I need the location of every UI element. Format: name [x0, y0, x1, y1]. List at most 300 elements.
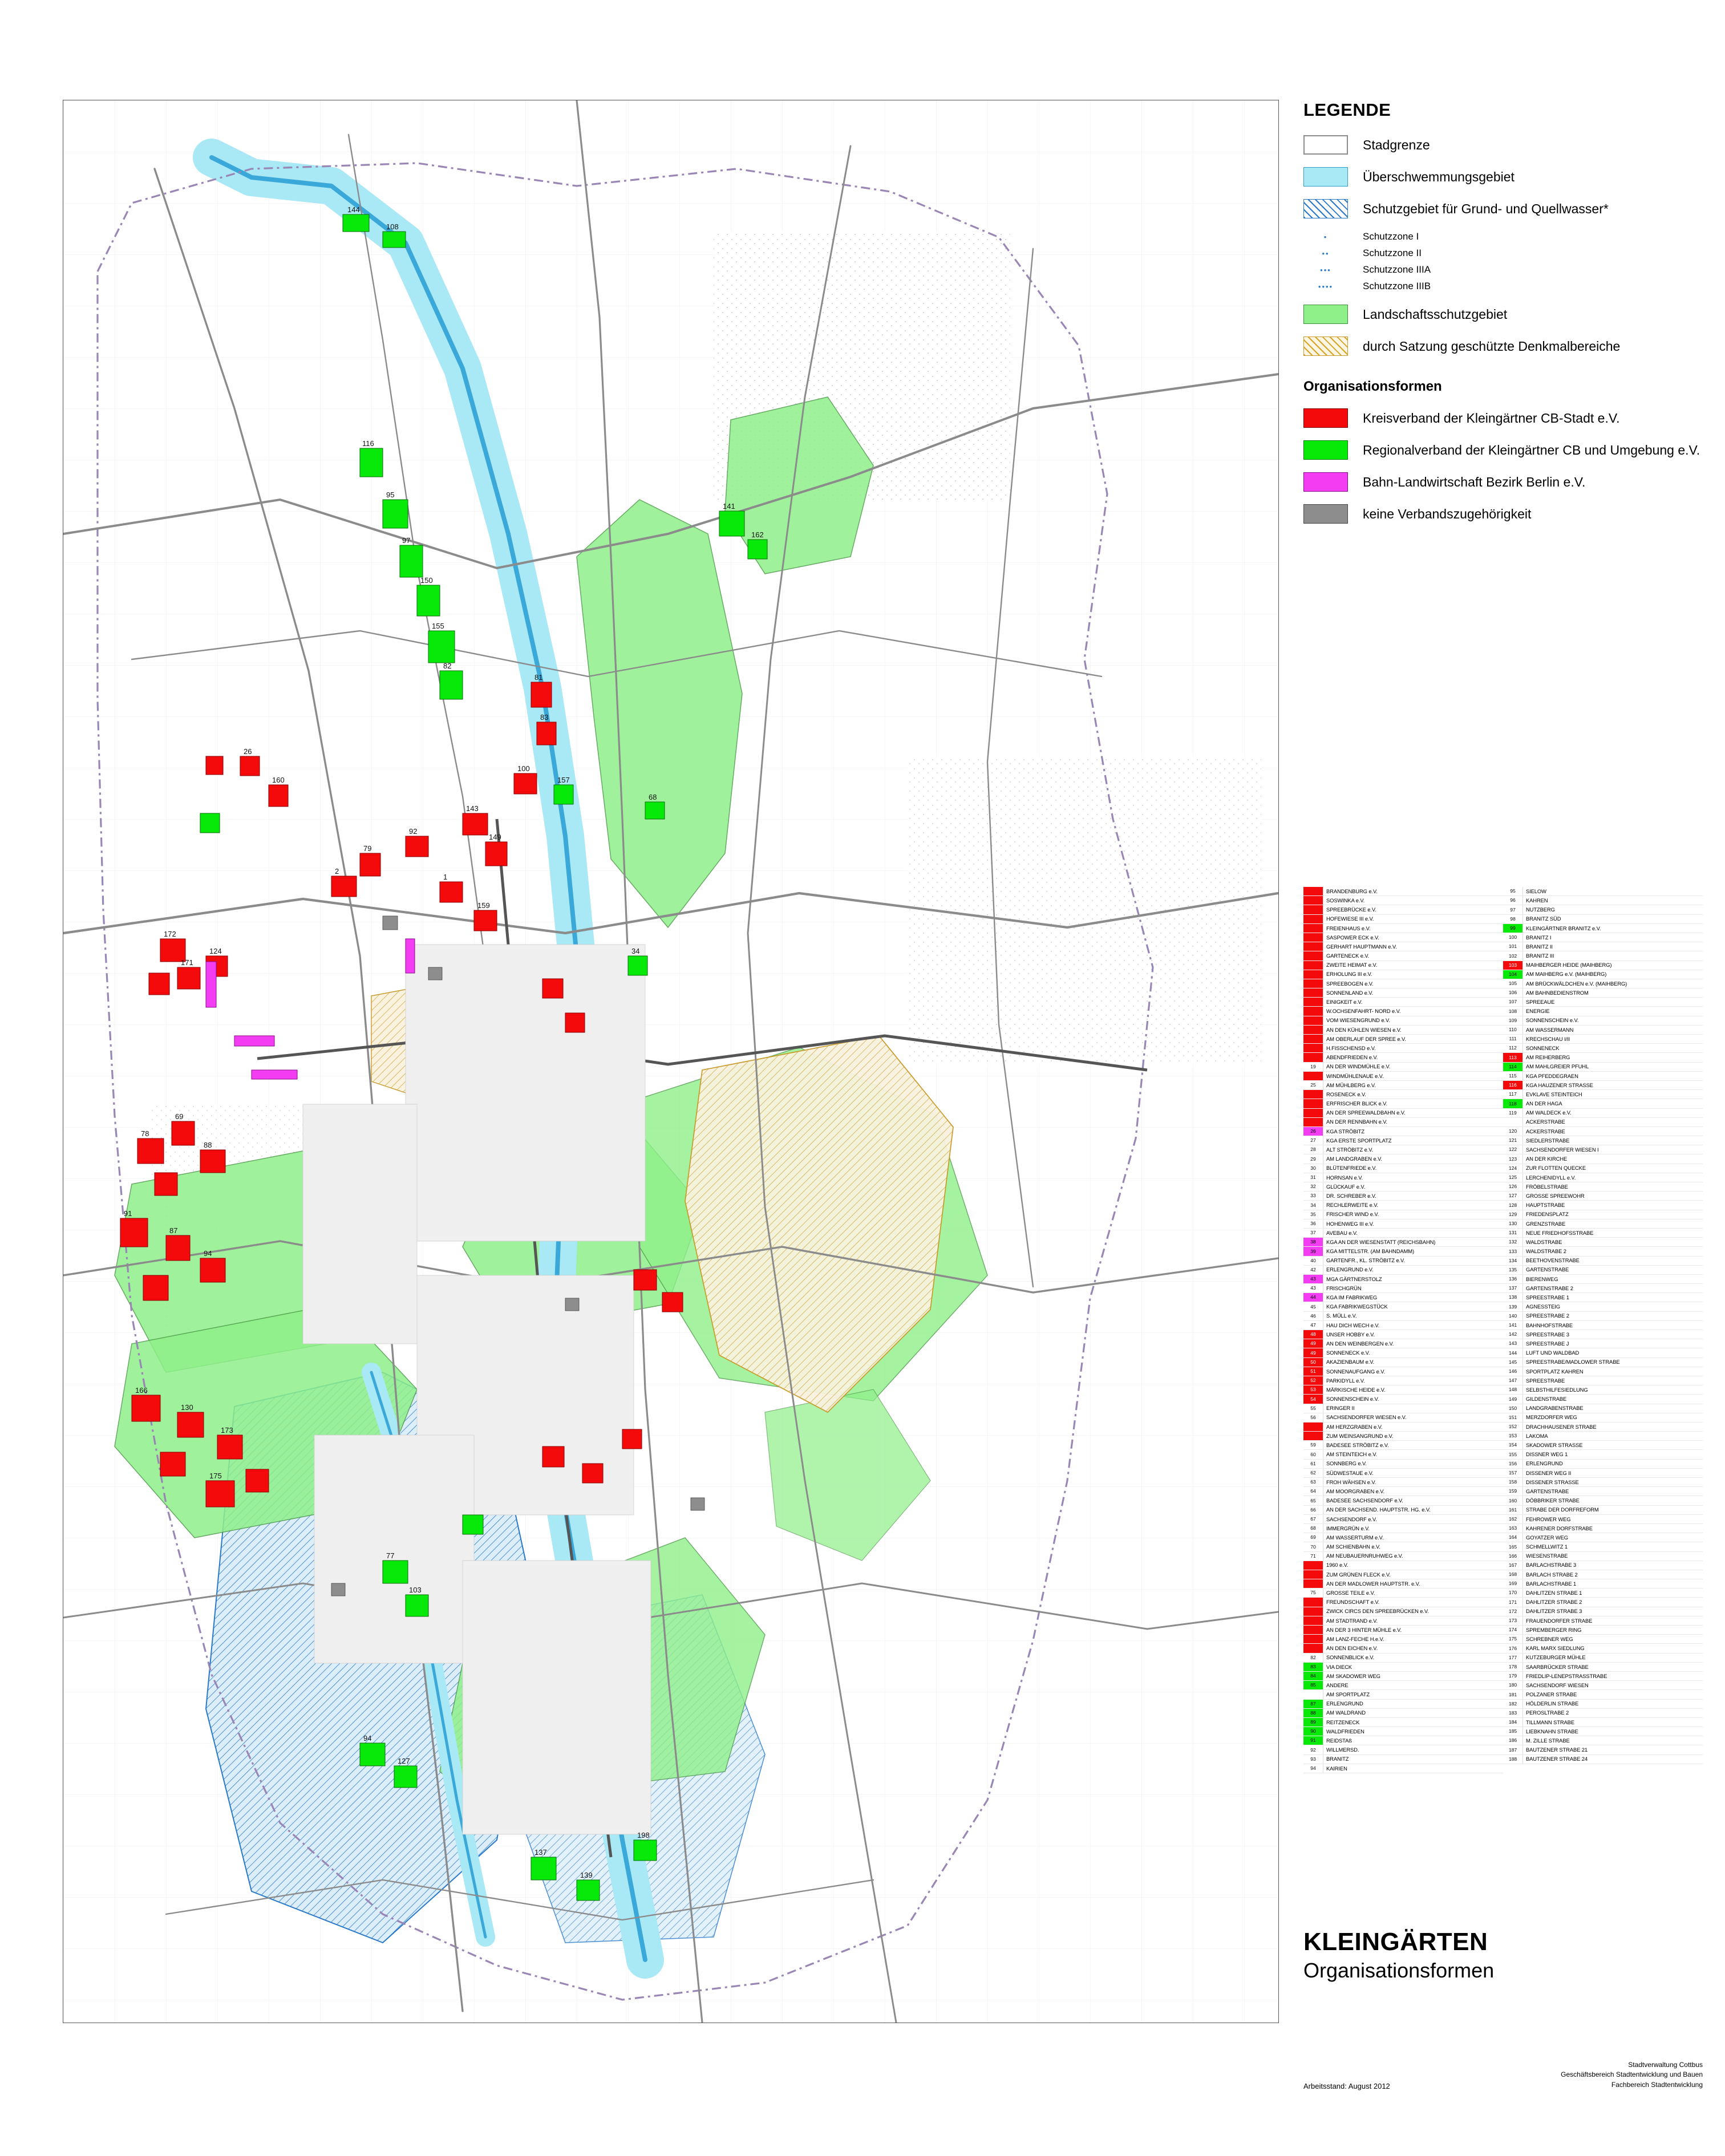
table-row-number: 129 — [1503, 1210, 1523, 1219]
table-row-number: 32 — [1303, 1182, 1323, 1191]
table-row-name: ERLENGRUND — [1526, 1460, 1563, 1467]
table-row — [1303, 1321, 1503, 1330]
table-row — [1503, 933, 1703, 942]
table-row-name: AN DER HAGA — [1526, 1100, 1562, 1107]
table-row-number: 52 — [1303, 1376, 1323, 1385]
svg-text:83: 83 — [540, 713, 549, 722]
table-row-name: FRISCHER WIND e.V. — [1326, 1211, 1379, 1218]
table-row-number — [1303, 924, 1323, 933]
table-row-name: FROH WÄHSEN e.V. — [1326, 1478, 1376, 1485]
table-row — [1503, 1736, 1703, 1745]
table-row — [1303, 1109, 1503, 1118]
table-row-number: 138 — [1503, 1293, 1523, 1302]
imprint-line-1: Stadtverwaltung Cottbus — [1628, 2061, 1703, 2069]
table-row-number: 82 — [1303, 1654, 1323, 1662]
table-row-name: ACKERSTRABE — [1526, 1118, 1565, 1125]
table-row — [1503, 1257, 1703, 1266]
table-row-name: AN DEN KÜHLEN WIESEN e.V. — [1326, 1026, 1402, 1033]
table-row-number: 50 — [1303, 1358, 1323, 1367]
table-row — [1503, 1035, 1703, 1044]
ueberschwemmungsgebiet-label: Überschwemmungsgebiet — [1363, 169, 1515, 184]
table-row — [1503, 1395, 1703, 1404]
table-row — [1503, 1552, 1703, 1561]
table-row-name: SPREESTRABE 2 — [1526, 1312, 1569, 1319]
table-row-name: EINIGKEIT e.V. — [1326, 999, 1363, 1006]
table-row-name: LANDGRABENSTRABE — [1526, 1405, 1584, 1412]
table-row — [1503, 1450, 1703, 1459]
table-row-name: AM REIHERBERG — [1526, 1054, 1570, 1061]
svg-text:88: 88 — [204, 1141, 212, 1149]
table-row-number — [1303, 1016, 1323, 1025]
table-row — [1503, 1644, 1703, 1653]
table-row-number: 99 — [1503, 924, 1523, 933]
table-row — [1503, 1570, 1703, 1579]
table-row-number: 70 — [1303, 1542, 1323, 1551]
table-row — [1503, 1533, 1703, 1542]
table-row-number: 44 — [1303, 1293, 1323, 1302]
table-row-name: SPREESTRABE/MADLOWER STRABE — [1526, 1359, 1620, 1365]
table-row — [1303, 1257, 1503, 1266]
table-row-number: 114 — [1503, 1063, 1523, 1071]
table-row-number — [1303, 1099, 1323, 1108]
table-row-name: BRANITZ II — [1526, 943, 1553, 950]
svg-text:172: 172 — [164, 930, 176, 938]
table-row — [1303, 1367, 1503, 1376]
table-row-number: 65 — [1303, 1496, 1323, 1505]
table-row — [1503, 1709, 1703, 1718]
svg-text:68: 68 — [649, 793, 657, 801]
table-row — [1503, 1376, 1703, 1385]
table-row-name: BEETHOVENSTRABE — [1526, 1257, 1580, 1264]
table-row-name: ALT STRÖBITZ e.V. — [1326, 1146, 1374, 1153]
svg-text:149: 149 — [489, 833, 501, 841]
table-row — [1503, 1284, 1703, 1293]
schutzzone-1-label: Schutzzone I — [1363, 231, 1419, 242]
table-row-name: ERLENGRUND — [1326, 1700, 1363, 1707]
svg-text:26: 26 — [244, 747, 252, 756]
table-row-number: 186 — [1503, 1736, 1523, 1745]
table-row-number: 110 — [1503, 1026, 1523, 1034]
table-row-number: 128 — [1503, 1201, 1523, 1209]
table-row-name: SONNENBLICK e.V. — [1326, 1654, 1375, 1661]
table-row-name: HORNSAN e.V. — [1326, 1174, 1363, 1181]
table-row-number: 34 — [1303, 1201, 1323, 1209]
table-row-name: WALDFRIEDEN — [1326, 1728, 1364, 1734]
table-row — [1503, 1136, 1703, 1145]
table-row-name: GROSSE SPREEWOHR — [1526, 1192, 1585, 1199]
table-row — [1303, 1570, 1503, 1579]
table-row-number — [1303, 1044, 1323, 1052]
table-row — [1503, 1423, 1703, 1432]
table-row — [1503, 1238, 1703, 1247]
table-row-name: VIA DIECK — [1326, 1663, 1352, 1670]
table-row-number — [1303, 1626, 1323, 1634]
table-row-number: 122 — [1503, 1145, 1523, 1154]
table-row-name: SONNENECK e.V. — [1326, 1349, 1370, 1356]
table-row — [1503, 1109, 1703, 1118]
table-row-name: BAUTZENER STRABE 24 — [1526, 1756, 1588, 1762]
svg-text:94: 94 — [363, 1734, 372, 1742]
table-row-number: 101 — [1503, 942, 1523, 951]
table-row — [1303, 1229, 1503, 1238]
table-row — [1503, 1044, 1703, 1053]
table-row-name: NUTZBERG — [1526, 906, 1555, 913]
table-row-name: KGA AN DER WIESENSTATT (REICHSBAHN) — [1326, 1238, 1436, 1245]
table-row-name: SPREESTRABE J — [1526, 1340, 1569, 1347]
table-row-number: 156 — [1503, 1460, 1523, 1468]
table-row-name: WIESENSTRABE — [1526, 1553, 1568, 1559]
table-row-number: 111 — [1503, 1035, 1523, 1043]
table-row-name: ERHOLUNG III e.V. — [1326, 971, 1372, 978]
table-row-number: 25 — [1303, 1081, 1323, 1089]
legend-item-kreisverband — [1303, 408, 1703, 428]
keine-zugehoerigkeit-swatch — [1303, 504, 1348, 524]
table-row — [1303, 1145, 1503, 1154]
denkmalbereiche-label: durch Satzung geschützte Denkmalbereiche — [1363, 338, 1621, 354]
table-row-number: 162 — [1503, 1515, 1523, 1523]
table-row — [1503, 1330, 1703, 1339]
table-row-number: 94 — [1303, 1764, 1323, 1773]
table-row-name: FREIENHAUS e.V. — [1326, 925, 1371, 931]
table-row-number — [1303, 915, 1323, 923]
table-row-number: 161 — [1503, 1506, 1523, 1514]
legend-item-ueberschwemmungsgebiet — [1303, 167, 1703, 187]
table-row-number — [1303, 998, 1323, 1006]
table-row-name: AM WASSERMANN — [1526, 1026, 1574, 1033]
table-row-name: POLZANER STRABE — [1526, 1691, 1577, 1698]
table-row — [1503, 1182, 1703, 1192]
table-row-number: 130 — [1503, 1219, 1523, 1228]
table-row-number: 152 — [1503, 1423, 1523, 1431]
stadtgrenze-label: Stadgrenze — [1363, 137, 1430, 152]
table-row-name: DISSENER WEG II — [1526, 1469, 1572, 1476]
table-row — [1303, 1090, 1503, 1099]
table-row-name: AN DER SACHSEND. HAUPTSTR. HG. e.V. — [1326, 1506, 1431, 1513]
kreisverband-label: Kreisverband der Kleingärtner CB-Stadt e.V. — [1363, 410, 1620, 425]
table-row — [1303, 942, 1503, 951]
table-row-name: SPREEBOGEN e.V. — [1326, 980, 1374, 987]
table-row — [1503, 1266, 1703, 1275]
table-row-number: 54 — [1303, 1395, 1323, 1403]
svg-text:141: 141 — [723, 502, 735, 510]
svg-text:166: 166 — [135, 1386, 148, 1395]
table-row-number: 123 — [1503, 1154, 1523, 1163]
schutzzone-3b-dots: •••• — [1318, 282, 1334, 291]
table-row — [1503, 1358, 1703, 1367]
table-row-number: 176 — [1503, 1644, 1523, 1652]
table-row-name: BARLACH STRABE 2 — [1526, 1571, 1578, 1578]
table-row-number: 69 — [1303, 1533, 1323, 1542]
svg-text:155: 155 — [432, 622, 444, 630]
table-row-name: AM HERZGRABEN e.V. — [1326, 1423, 1383, 1430]
table-row-number: 150 — [1503, 1404, 1523, 1413]
table-row — [1503, 1090, 1703, 1099]
table-row-number — [1303, 1007, 1323, 1015]
regionalverband-swatch — [1303, 440, 1348, 460]
table-row-number: 90 — [1303, 1727, 1323, 1736]
table-row-name: HOFEWIESE III e.V. — [1326, 915, 1374, 922]
table-row — [1303, 1644, 1503, 1653]
table-row — [1303, 1588, 1503, 1598]
table-row — [1303, 1700, 1503, 1709]
table-row-name: GROSSE TEILE e.V. — [1326, 1590, 1375, 1596]
table-row-name: AKAZIENBAUM e.V. — [1326, 1359, 1375, 1365]
table-row-name: ZUR FLOTTEN QUECKE — [1526, 1165, 1586, 1172]
table-row — [1503, 1210, 1703, 1219]
table-row-number: 184 — [1503, 1718, 1523, 1727]
table-row — [1303, 1302, 1503, 1311]
table-row-number — [1303, 933, 1323, 942]
table-row-number: 109 — [1503, 1016, 1523, 1025]
table-row — [1503, 979, 1703, 988]
table-row — [1303, 1238, 1503, 1247]
table-row — [1503, 1487, 1703, 1496]
table-row — [1303, 1672, 1503, 1681]
table-row — [1503, 1201, 1703, 1210]
table-row-name: SPREEAUE — [1526, 999, 1555, 1006]
table-row-number — [1303, 1690, 1323, 1699]
table-row — [1503, 1718, 1703, 1727]
table-row-number — [1303, 896, 1323, 905]
title-block — [1303, 1928, 1703, 1983]
svg-text:116: 116 — [362, 439, 374, 448]
table-row-number: 68 — [1303, 1524, 1323, 1533]
svg-text:82: 82 — [443, 662, 452, 670]
table-row-number: 63 — [1303, 1478, 1323, 1486]
table-row — [1503, 1654, 1703, 1663]
table-row-name: BLÜTENFRIEDE e.V. — [1326, 1165, 1377, 1172]
table-row-name: MÄRKISCHE HEIDE e.V. — [1326, 1386, 1386, 1393]
table-row-name: ACKERSTRABE — [1526, 1128, 1565, 1134]
table-row — [1503, 1164, 1703, 1173]
svg-text:103: 103 — [409, 1586, 422, 1594]
table-row-number: 147 — [1503, 1376, 1523, 1385]
organisationsformen-heading: Organisationsformen — [1303, 379, 1442, 394]
table-row-number: 187 — [1503, 1745, 1523, 1754]
table-row-number: 188 — [1503, 1755, 1523, 1764]
legend-item-denkmalbereiche — [1303, 337, 1703, 356]
table-row-name: BARLACHSTRABE 3 — [1526, 1562, 1577, 1569]
table-row-number: 43 — [1303, 1284, 1323, 1292]
table-row-number: 102 — [1503, 951, 1523, 960]
table-row — [1303, 1026, 1503, 1035]
table-row-name: STRABE DER DORFREFORM — [1526, 1506, 1599, 1513]
table-row-number: 113 — [1503, 1053, 1523, 1061]
table-row — [1303, 1247, 1503, 1256]
table-row — [1503, 887, 1703, 896]
table-row-number: 43 — [1303, 1275, 1323, 1283]
table-row-name: AM BRÜCKWÄLDCHEN e.V. (MAIHBERG) — [1526, 980, 1627, 987]
table-row-number: 146 — [1503, 1367, 1523, 1376]
table-row — [1503, 1561, 1703, 1570]
table-row-number: 56 — [1303, 1413, 1323, 1422]
table-row — [1303, 1727, 1503, 1736]
table-row-name: AM SCHIENBAHN e.V. — [1326, 1543, 1380, 1550]
table-row-number: 97 — [1503, 905, 1523, 914]
table-row-number — [1503, 1118, 1523, 1126]
table-row-number: 151 — [1503, 1413, 1523, 1422]
schutzzone-3b — [1303, 281, 1703, 292]
table-row — [1303, 1764, 1503, 1773]
table-row — [1303, 1487, 1503, 1496]
imprint-line-2: Geschäftsbereich Stadtentwicklung und Bauen — [1561, 2070, 1703, 2079]
table-row — [1303, 1450, 1503, 1459]
table-row — [1303, 887, 1503, 896]
table-row-number: 93 — [1303, 1755, 1323, 1764]
table-row-number: 37 — [1303, 1229, 1323, 1237]
table-row — [1503, 1099, 1703, 1108]
table-row-number: 131 — [1503, 1229, 1523, 1237]
table-row — [1503, 1607, 1703, 1616]
table-row — [1303, 1275, 1503, 1284]
table-row — [1303, 1395, 1503, 1404]
schutzgebiet-label: Schutzgebiet für Grund- und Quellwasser* — [1363, 201, 1609, 216]
table-row-number: 170 — [1503, 1588, 1523, 1597]
table-row-name: LUFT UND WALDBAD — [1526, 1349, 1580, 1356]
legend-item-landschaftsschutzgebiet — [1303, 305, 1703, 324]
table-row — [1303, 1663, 1503, 1672]
svg-text:69: 69 — [175, 1112, 184, 1121]
table-row-number: 154 — [1503, 1441, 1523, 1449]
table-row-number: 39 — [1303, 1247, 1323, 1255]
svg-text:162: 162 — [751, 530, 764, 539]
keine-zugehoerigkeit-label: keine Verbandszugehörigkeit — [1363, 506, 1532, 521]
table-row-name: SPREESTRABE — [1526, 1377, 1565, 1384]
table-row — [1503, 1681, 1703, 1690]
table-row-number: 134 — [1503, 1257, 1523, 1265]
table-row-number: 153 — [1503, 1432, 1523, 1440]
table-row-number: 127 — [1503, 1192, 1523, 1200]
table-row — [1303, 1284, 1503, 1293]
table-row-number: 124 — [1503, 1164, 1523, 1173]
table-row-number: 87 — [1303, 1700, 1323, 1708]
table-row — [1303, 1469, 1503, 1478]
table-row — [1503, 988, 1703, 998]
table-row-number: 33 — [1303, 1192, 1323, 1200]
table-row — [1503, 1460, 1703, 1469]
table-row-number: 143 — [1503, 1339, 1523, 1348]
map-canvas — [63, 100, 1278, 2023]
table-row-name: BRANDENBURG e.V. — [1326, 887, 1378, 894]
table-row-name: BRANITZ III — [1526, 953, 1554, 959]
table-row — [1503, 1635, 1703, 1644]
schutzzone-3a-label: Schutzzone IIIA — [1363, 264, 1431, 275]
table-row — [1303, 1164, 1503, 1173]
svg-text:157: 157 — [557, 776, 570, 784]
table-row — [1303, 1681, 1503, 1690]
table-row-name: SPREESTRABE 1 — [1526, 1294, 1569, 1301]
table-row-number — [1303, 1423, 1323, 1431]
landschaftsschutzgebiet-label: Landschaftsschutzgebiet — [1363, 306, 1508, 322]
table-row — [1503, 1118, 1703, 1127]
table-row-number: 38 — [1303, 1238, 1323, 1246]
table-row-number: 85 — [1303, 1681, 1323, 1689]
table-row-number: 59 — [1303, 1441, 1323, 1449]
table-row-name: AGNESSTEIG — [1526, 1303, 1560, 1310]
table-row-name: GLÜCKAUF e.V. — [1326, 1183, 1366, 1190]
table-column-right — [1503, 887, 1703, 1773]
table-row — [1303, 1201, 1503, 1210]
table-row — [1303, 1552, 1503, 1561]
svg-text:175: 175 — [209, 1472, 222, 1480]
table-row-number: 179 — [1503, 1672, 1523, 1680]
table-row — [1303, 1044, 1503, 1053]
table-row-name: DISSENER STRASSE — [1526, 1478, 1579, 1485]
table-row-number: 29 — [1303, 1154, 1323, 1163]
table-row-number: 49 — [1303, 1348, 1323, 1357]
table-row-name: AM MAIHBERG e.V. (MAIHBERG) — [1526, 971, 1607, 978]
table-row-number: 175 — [1503, 1635, 1523, 1643]
table-row — [1303, 1072, 1503, 1081]
table-row-number: 119 — [1503, 1109, 1523, 1117]
table-row-number: 136 — [1503, 1275, 1523, 1283]
table-row-name: SONNENECK — [1526, 1044, 1560, 1051]
table-row — [1303, 1542, 1503, 1551]
table-row-name: GOYATZER WEG — [1526, 1534, 1568, 1541]
table-row-name: AM LANDGRABEN e.V. — [1326, 1156, 1382, 1162]
table-row-number — [1303, 961, 1323, 970]
table-row-number: 95 — [1503, 887, 1523, 895]
map-panel[interactable] — [63, 100, 1279, 2023]
table-row — [1503, 896, 1703, 905]
table-row — [1503, 924, 1703, 933]
table-row-name: REITZENECK — [1326, 1719, 1360, 1725]
table-row — [1303, 1182, 1503, 1192]
table-row-number: 30 — [1303, 1164, 1323, 1173]
table-row-name: WILLMERSD. — [1326, 1746, 1359, 1753]
table-row-number: 137 — [1503, 1284, 1523, 1292]
table-row-name: SKADOWER STRASSE — [1526, 1442, 1583, 1449]
table-row-number: 158 — [1503, 1478, 1523, 1486]
table-row-number: 100 — [1503, 933, 1523, 942]
table-row — [1303, 1626, 1503, 1635]
table-row — [1503, 1598, 1703, 1607]
table-row-number: 140 — [1503, 1312, 1523, 1320]
table-row-name: FRÖBELSTRABE — [1526, 1183, 1568, 1190]
table-row-number: 108 — [1503, 1007, 1523, 1015]
table-row — [1303, 1136, 1503, 1145]
svg-text:150: 150 — [420, 576, 433, 585]
imprint-line-3: Fachbereich Stadtentwicklung — [1611, 2080, 1703, 2089]
table-row-name: DAHLITZEN STRABE 1 — [1526, 1590, 1582, 1596]
table-row — [1303, 1561, 1503, 1570]
table-row-name: MAIHBERGER HEIDE (MAIHBERG) — [1526, 962, 1612, 968]
table-row-name: KGA FABRIKWEGSTÜCK — [1326, 1303, 1388, 1310]
table-row-name: KRECHSCHAU I/II — [1526, 1035, 1570, 1042]
table-row-number: 60 — [1303, 1450, 1323, 1458]
regionalverband-label: Regionalverband der Kleingärtner CB und Umgebung e.V. — [1363, 442, 1700, 457]
table-row-name: SELBSTHILFESIEDLUNG — [1526, 1386, 1588, 1393]
table-row-name: NEUE FRIEDHOFSSTRABE — [1526, 1229, 1594, 1236]
table-row-name: H.FISSCHENSD e.V. — [1326, 1044, 1376, 1051]
svg-text:160: 160 — [272, 776, 285, 784]
table-row-name: SACHSENDORF WIESEN — [1526, 1681, 1589, 1688]
table-row-name: ERLENGRUND e.V. — [1326, 1266, 1374, 1273]
table-row-number: 91 — [1303, 1736, 1323, 1745]
table-row-name: AM NEUBAUERNRUHWEG e.V. — [1326, 1553, 1403, 1559]
table-row-name: AM MÜHLBERG e.V. — [1326, 1081, 1376, 1088]
table-row — [1303, 970, 1503, 979]
table-row-name: HOHENWEG III e.V. — [1326, 1220, 1374, 1227]
table-row-number — [1303, 1644, 1323, 1652]
table-row-name: AM SKADOWER WEG — [1326, 1672, 1380, 1679]
table-row — [1503, 1072, 1703, 1081]
table-row-name: IMMERGRÜN e.V. — [1326, 1525, 1370, 1531]
table-row-number: 31 — [1303, 1173, 1323, 1182]
svg-text:79: 79 — [363, 844, 372, 853]
svg-text:100: 100 — [517, 764, 530, 773]
table-row — [1503, 1016, 1703, 1026]
